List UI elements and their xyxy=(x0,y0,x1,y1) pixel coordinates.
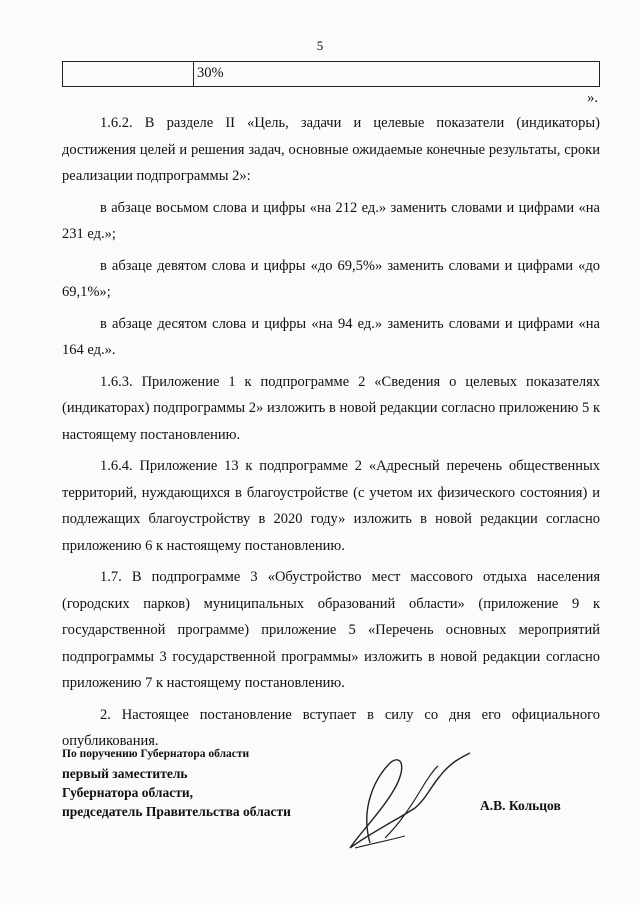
paragraph-2: 2. Настоящее постановление вступает в силу со дня его официального опубликования. xyxy=(62,706,600,749)
handwritten-signature xyxy=(330,748,480,858)
signature-title-block xyxy=(62,745,291,821)
paragraph-abzac-9: в абзаце девятом слова и цифры «до 69,5%» заменить словами и цифрами «до 69,1%»; xyxy=(62,257,600,300)
signature-line-4: председатель Правительства области xyxy=(62,804,291,819)
paragraph-1-6-2: 1.6.2. В разделе II «Цель, задачи и целевые показатели (индикаторы) достижения целей и решения задач, основные ожидаемые конечные результаты, сроки реализации подпрограммы 2»: xyxy=(62,115,600,184)
table-fragment xyxy=(62,61,600,87)
signature-line-1: По поручению Губернатора области xyxy=(62,748,250,760)
table-cell-value: 30% xyxy=(197,65,224,81)
signature-line-2: первый заместитель xyxy=(62,766,188,781)
paragraph-abzac-8: в абзаце восьмом слова и цифры «на 212 ед.» заменить словами и цифрами «на 231 ед.»; xyxy=(62,199,600,242)
paragraph-1-6-4: 1.6.4. Приложение 13 к подпрограмме 2 «Адресный перечень общественных территорий, нуждающихся в благоустройстве (с учетом их физического состояния) и подлежащих благоустройству в 2020 году» изложить в новой редакции согласно приложению 6 к настоящему постановлению. xyxy=(62,458,600,554)
signature-line-3: Губернатора области, xyxy=(62,785,193,800)
closing-quote: ». xyxy=(587,90,598,106)
document-body xyxy=(62,110,600,760)
paragraph-abzac-10: в абзаце десятом слова и цифры «на 94 ед.» заменить словами и цифрами «на 164 ед.». xyxy=(62,315,600,358)
paragraph-1-6-3: 1.6.3. Приложение 1 к подпрограмме 2 «Сведения о целевых показателях (индикаторах) подпрограммы 2» изложить в новой редакции согласно приложению 5 к настоящему постановлению. xyxy=(62,373,600,443)
table-cell-empty xyxy=(63,62,194,86)
signatory-name: А.В. Кольцов xyxy=(480,798,561,813)
paragraph-1-7: 1.7. В подпрограмме 3 «Обустройство мест массового отдыха населения (городских парков) муниципальных образований области» (приложение 9 к государственной программе) приложение 5 «Перечень основных мероприятий подпрограммы 3 государственной программы» изложить в новой редакции согласно приложению 7 к настоящему постановлению. xyxy=(62,569,600,691)
page-number: 5 xyxy=(316,38,324,53)
